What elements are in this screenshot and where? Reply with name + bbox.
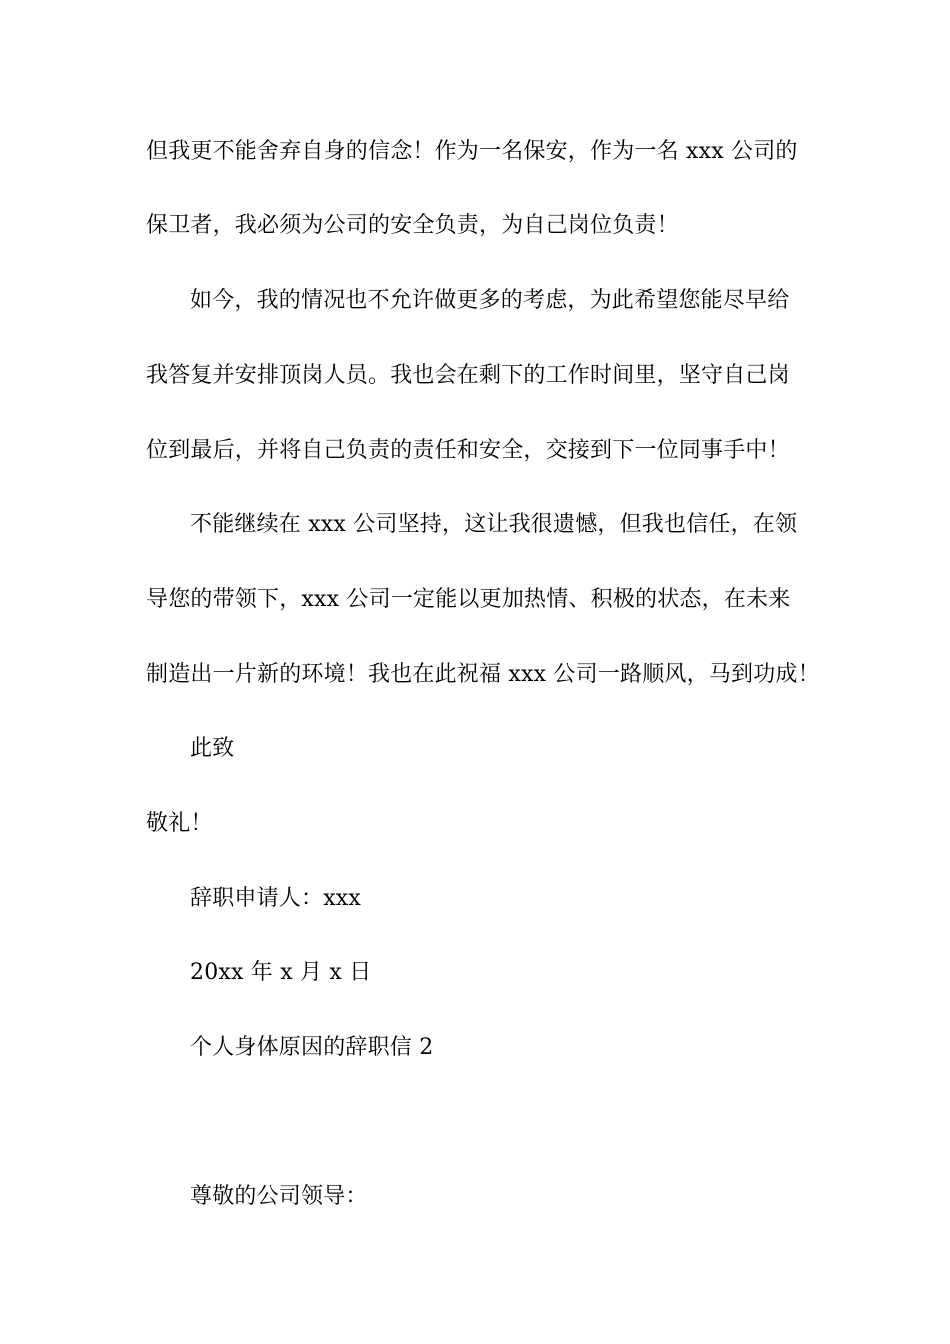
section-title: 个人身体原因的辞职信 2 — [190, 1035, 434, 1060]
greeting-line: 尊敬的公司领导： — [190, 1184, 368, 1209]
date-line: 20xx 年 x 月 x 日 — [190, 960, 372, 985]
paragraph-start-line: 不能继续在 xxx 公司坚持，这让我很遗憾，但我也信任，在领 — [190, 512, 798, 537]
signature-line: 辞职申请人：xxx — [190, 886, 362, 911]
body-line: 但我更不能舍弃自身的信念！作为一名保安，作为一名 xxx 公司的 — [146, 139, 798, 164]
body-line: 我答复并安排顶岗人员。我也会在剩下的工作时间里，坚守自己岗 — [146, 363, 790, 388]
closing-regards: 敬礼！ — [146, 811, 213, 836]
body-line: 制造出一片新的环境！我也在此祝福 xxx 公司一路顺风，马到功成！ — [146, 662, 820, 687]
body-line: 导您的带领下，xxx 公司一定能以更加热情、积极的状态，在未来 — [146, 587, 791, 612]
body-line: 位到最后，并将自己负责的责任和安全，交接到下一位同事手中！ — [146, 438, 790, 463]
body-line: 保卫者，我必须为公司的安全负责，为自己岗位负责！ — [146, 213, 679, 238]
paragraph-start-line: 如今，我的情况也不允许做更多的考虑，为此希望您能尽早给 — [190, 288, 790, 313]
closing-salutation: 此致 — [190, 736, 235, 761]
